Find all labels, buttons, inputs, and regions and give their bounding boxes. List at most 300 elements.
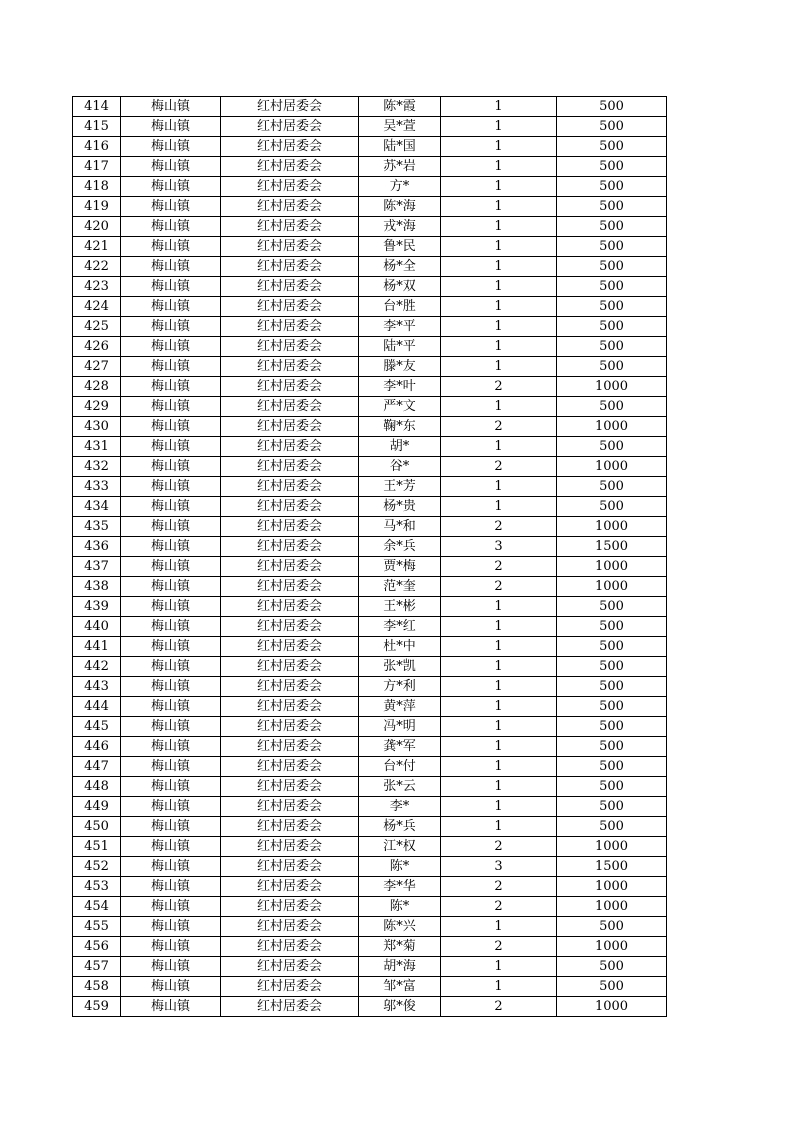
cell-index: 434 xyxy=(73,497,121,517)
cell-name: 陈*兴 xyxy=(359,917,441,937)
cell-index: 443 xyxy=(73,677,121,697)
cell-name: 江*权 xyxy=(359,837,441,857)
cell-amount: 500 xyxy=(557,677,667,697)
cell-name: 陈*海 xyxy=(359,197,441,217)
cell-count: 2 xyxy=(441,417,557,437)
cell-index: 419 xyxy=(73,197,121,217)
cell-amount: 500 xyxy=(557,977,667,997)
cell-index: 431 xyxy=(73,437,121,457)
cell-amount: 500 xyxy=(557,397,667,417)
cell-town: 梅山镇 xyxy=(121,937,221,957)
cell-index: 455 xyxy=(73,917,121,937)
cell-index: 415 xyxy=(73,117,121,137)
cell-name: 胡* xyxy=(359,437,441,457)
cell-town: 梅山镇 xyxy=(121,717,221,737)
cell-count: 1 xyxy=(441,297,557,317)
cell-count: 2 xyxy=(441,837,557,857)
cell-name: 邹*富 xyxy=(359,977,441,997)
cell-count: 2 xyxy=(441,377,557,397)
cell-name: 台*付 xyxy=(359,757,441,777)
cell-town: 梅山镇 xyxy=(121,917,221,937)
cell-count: 1 xyxy=(441,777,557,797)
cell-index: 417 xyxy=(73,157,121,177)
cell-amount: 500 xyxy=(557,357,667,377)
cell-index: 454 xyxy=(73,897,121,917)
cell-committee: 红村居委会 xyxy=(221,917,359,937)
table-row xyxy=(73,337,667,357)
table-row xyxy=(73,177,667,197)
cell-committee: 红村居委会 xyxy=(221,897,359,917)
cell-index: 458 xyxy=(73,977,121,997)
cell-index: 422 xyxy=(73,257,121,277)
cell-committee: 红村居委会 xyxy=(221,297,359,317)
table-row xyxy=(73,457,667,477)
cell-town: 梅山镇 xyxy=(121,817,221,837)
cell-town: 梅山镇 xyxy=(121,397,221,417)
cell-town: 梅山镇 xyxy=(121,617,221,637)
cell-committee: 红村居委会 xyxy=(221,997,359,1017)
cell-name: 戎*海 xyxy=(359,217,441,237)
table-row xyxy=(73,197,667,217)
cell-name: 杨*全 xyxy=(359,257,441,277)
cell-name: 贾*梅 xyxy=(359,557,441,577)
cell-town: 梅山镇 xyxy=(121,217,221,237)
cell-amount: 1000 xyxy=(557,557,667,577)
cell-count: 1 xyxy=(441,337,557,357)
cell-committee: 红村居委会 xyxy=(221,537,359,557)
cell-committee: 红村居委会 xyxy=(221,557,359,577)
cell-town: 梅山镇 xyxy=(121,137,221,157)
cell-amount: 1000 xyxy=(557,837,667,857)
cell-town: 梅山镇 xyxy=(121,377,221,397)
cell-town: 梅山镇 xyxy=(121,777,221,797)
cell-name: 陈*霞 xyxy=(359,97,441,117)
cell-town: 梅山镇 xyxy=(121,637,221,657)
cell-committee: 红村居委会 xyxy=(221,577,359,597)
cell-town: 梅山镇 xyxy=(121,357,221,377)
cell-amount: 500 xyxy=(557,317,667,337)
cell-count: 1 xyxy=(441,677,557,697)
cell-count: 1 xyxy=(441,737,557,757)
cell-count: 2 xyxy=(441,937,557,957)
table-row xyxy=(73,437,667,457)
cell-committee: 红村居委会 xyxy=(221,957,359,977)
table-row xyxy=(73,777,667,797)
table-row xyxy=(73,757,667,777)
cell-count: 2 xyxy=(441,897,557,917)
cell-count: 2 xyxy=(441,517,557,537)
cell-amount: 1000 xyxy=(557,937,667,957)
table-row xyxy=(73,297,667,317)
cell-name: 台*胜 xyxy=(359,297,441,317)
cell-index: 439 xyxy=(73,597,121,617)
cell-committee: 红村居委会 xyxy=(221,877,359,897)
cell-count: 1 xyxy=(441,437,557,457)
cell-town: 梅山镇 xyxy=(121,657,221,677)
cell-amount: 1500 xyxy=(557,537,667,557)
cell-committee: 红村居委会 xyxy=(221,677,359,697)
cell-name: 李*平 xyxy=(359,317,441,337)
cell-amount: 500 xyxy=(557,477,667,497)
cell-count: 1 xyxy=(441,477,557,497)
cell-index: 428 xyxy=(73,377,121,397)
cell-town: 梅山镇 xyxy=(121,337,221,357)
cell-town: 梅山镇 xyxy=(121,797,221,817)
table-row xyxy=(73,937,667,957)
cell-count: 1 xyxy=(441,717,557,737)
cell-committee: 红村居委会 xyxy=(221,697,359,717)
subsidy-table xyxy=(72,96,667,1017)
cell-amount: 500 xyxy=(557,617,667,637)
cell-amount: 1000 xyxy=(557,577,667,597)
cell-committee: 红村居委会 xyxy=(221,777,359,797)
cell-name: 严*文 xyxy=(359,397,441,417)
table-row xyxy=(73,117,667,137)
cell-town: 梅山镇 xyxy=(121,677,221,697)
cell-committee: 红村居委会 xyxy=(221,277,359,297)
cell-name: 杨*贵 xyxy=(359,497,441,517)
cell-index: 435 xyxy=(73,517,121,537)
table-row xyxy=(73,697,667,717)
cell-name: 王*彬 xyxy=(359,597,441,617)
cell-index: 437 xyxy=(73,557,121,577)
table-row xyxy=(73,677,667,697)
cell-town: 梅山镇 xyxy=(121,877,221,897)
cell-index: 448 xyxy=(73,777,121,797)
cell-town: 梅山镇 xyxy=(121,517,221,537)
table-row xyxy=(73,877,667,897)
cell-count: 1 xyxy=(441,277,557,297)
cell-count: 1 xyxy=(441,397,557,417)
cell-town: 梅山镇 xyxy=(121,697,221,717)
cell-index: 414 xyxy=(73,97,121,117)
cell-committee: 红村居委会 xyxy=(221,757,359,777)
cell-town: 梅山镇 xyxy=(121,857,221,877)
cell-committee: 红村居委会 xyxy=(221,497,359,517)
cell-name: 冯*明 xyxy=(359,717,441,737)
cell-index: 426 xyxy=(73,337,121,357)
cell-name: 鲁*民 xyxy=(359,237,441,257)
cell-amount: 500 xyxy=(557,777,667,797)
cell-count: 1 xyxy=(441,117,557,137)
cell-amount: 1500 xyxy=(557,857,667,877)
cell-town: 梅山镇 xyxy=(121,297,221,317)
cell-index: 451 xyxy=(73,837,121,857)
cell-name: 滕*友 xyxy=(359,357,441,377)
cell-committee: 红村居委会 xyxy=(221,977,359,997)
cell-count: 1 xyxy=(441,917,557,937)
table-row xyxy=(73,257,667,277)
cell-town: 梅山镇 xyxy=(121,577,221,597)
cell-name: 龚*军 xyxy=(359,737,441,757)
cell-town: 梅山镇 xyxy=(121,757,221,777)
cell-committee: 红村居委会 xyxy=(221,457,359,477)
cell-name: 杨*兵 xyxy=(359,817,441,837)
cell-town: 梅山镇 xyxy=(121,957,221,977)
cell-town: 梅山镇 xyxy=(121,277,221,297)
cell-committee: 红村居委会 xyxy=(221,437,359,457)
cell-town: 梅山镇 xyxy=(121,737,221,757)
cell-count: 1 xyxy=(441,657,557,677)
cell-amount: 500 xyxy=(557,757,667,777)
cell-index: 457 xyxy=(73,957,121,977)
cell-count: 1 xyxy=(441,497,557,517)
cell-amount: 500 xyxy=(557,257,667,277)
cell-committee: 红村居委会 xyxy=(221,597,359,617)
cell-index: 442 xyxy=(73,657,121,677)
cell-committee: 红村居委会 xyxy=(221,937,359,957)
cell-committee: 红村居委会 xyxy=(221,637,359,657)
cell-amount: 500 xyxy=(557,277,667,297)
cell-count: 1 xyxy=(441,217,557,237)
table-row xyxy=(73,277,667,297)
cell-count: 2 xyxy=(441,457,557,477)
cell-committee: 红村居委会 xyxy=(221,517,359,537)
table-row xyxy=(73,957,667,977)
cell-committee: 红村居委会 xyxy=(221,317,359,337)
table-row xyxy=(73,857,667,877)
cell-count: 1 xyxy=(441,97,557,117)
cell-count: 1 xyxy=(441,697,557,717)
cell-index: 438 xyxy=(73,577,121,597)
cell-count: 1 xyxy=(441,757,557,777)
cell-town: 梅山镇 xyxy=(121,257,221,277)
table-row xyxy=(73,717,667,737)
cell-index: 423 xyxy=(73,277,121,297)
cell-committee: 红村居委会 xyxy=(221,177,359,197)
cell-amount: 500 xyxy=(557,737,667,757)
cell-amount: 1000 xyxy=(557,517,667,537)
cell-index: 433 xyxy=(73,477,121,497)
cell-name: 苏*岩 xyxy=(359,157,441,177)
cell-name: 鞠*东 xyxy=(359,417,441,437)
cell-index: 436 xyxy=(73,537,121,557)
table-row xyxy=(73,497,667,517)
cell-amount: 500 xyxy=(557,157,667,177)
cell-amount: 500 xyxy=(557,957,667,977)
cell-name: 张*凯 xyxy=(359,657,441,677)
cell-amount: 500 xyxy=(557,657,667,677)
table-row xyxy=(73,617,667,637)
cell-name: 张*云 xyxy=(359,777,441,797)
cell-committee: 红村居委会 xyxy=(221,217,359,237)
cell-amount: 500 xyxy=(557,97,667,117)
cell-count: 2 xyxy=(441,557,557,577)
table-row xyxy=(73,597,667,617)
cell-count: 1 xyxy=(441,617,557,637)
cell-committee: 红村居委会 xyxy=(221,857,359,877)
cell-index: 440 xyxy=(73,617,121,637)
table-row xyxy=(73,517,667,537)
cell-index: 429 xyxy=(73,397,121,417)
cell-town: 梅山镇 xyxy=(121,177,221,197)
cell-name: 李*红 xyxy=(359,617,441,637)
cell-town: 梅山镇 xyxy=(121,317,221,337)
cell-count: 3 xyxy=(441,857,557,877)
cell-count: 1 xyxy=(441,257,557,277)
cell-town: 梅山镇 xyxy=(121,597,221,617)
cell-town: 梅山镇 xyxy=(121,97,221,117)
table-row xyxy=(73,317,667,337)
cell-count: 1 xyxy=(441,197,557,217)
cell-amount: 500 xyxy=(557,797,667,817)
cell-index: 441 xyxy=(73,637,121,657)
cell-name: 李*叶 xyxy=(359,377,441,397)
cell-committee: 红村居委会 xyxy=(221,377,359,397)
cell-amount: 500 xyxy=(557,197,667,217)
cell-town: 梅山镇 xyxy=(121,977,221,997)
cell-count: 2 xyxy=(441,877,557,897)
table-row xyxy=(73,657,667,677)
cell-amount: 500 xyxy=(557,237,667,257)
cell-amount: 500 xyxy=(557,637,667,657)
cell-committee: 红村居委会 xyxy=(221,737,359,757)
cell-amount: 500 xyxy=(557,697,667,717)
cell-index: 430 xyxy=(73,417,121,437)
cell-count: 1 xyxy=(441,797,557,817)
cell-amount: 500 xyxy=(557,917,667,937)
cell-count: 2 xyxy=(441,997,557,1017)
table-row xyxy=(73,837,667,857)
cell-index: 425 xyxy=(73,317,121,337)
cell-index: 424 xyxy=(73,297,121,317)
cell-town: 梅山镇 xyxy=(121,997,221,1017)
table-row xyxy=(73,817,667,837)
cell-town: 梅山镇 xyxy=(121,477,221,497)
table-row xyxy=(73,977,667,997)
cell-name: 陆*平 xyxy=(359,337,441,357)
table-row xyxy=(73,797,667,817)
cell-amount: 1000 xyxy=(557,457,667,477)
table-row xyxy=(73,217,667,237)
cell-index: 432 xyxy=(73,457,121,477)
cell-count: 1 xyxy=(441,957,557,977)
cell-name: 胡*海 xyxy=(359,957,441,977)
cell-name: 杨*双 xyxy=(359,277,441,297)
cell-committee: 红村居委会 xyxy=(221,797,359,817)
cell-count: 1 xyxy=(441,317,557,337)
table-row xyxy=(73,997,667,1017)
cell-name: 方*利 xyxy=(359,677,441,697)
cell-amount: 1000 xyxy=(557,877,667,897)
cell-index: 453 xyxy=(73,877,121,897)
cell-name: 方* xyxy=(359,177,441,197)
table-row xyxy=(73,237,667,257)
cell-name: 范*奎 xyxy=(359,577,441,597)
table-row xyxy=(73,537,667,557)
cell-count: 1 xyxy=(441,817,557,837)
cell-committee: 红村居委会 xyxy=(221,157,359,177)
cell-name: 陆*国 xyxy=(359,137,441,157)
cell-name: 余*兵 xyxy=(359,537,441,557)
cell-index: 421 xyxy=(73,237,121,257)
table-row xyxy=(73,417,667,437)
cell-amount: 500 xyxy=(557,437,667,457)
cell-count: 1 xyxy=(441,357,557,377)
table-row xyxy=(73,897,667,917)
cell-amount: 500 xyxy=(557,597,667,617)
cell-index: 456 xyxy=(73,937,121,957)
cell-town: 梅山镇 xyxy=(121,197,221,217)
cell-town: 梅山镇 xyxy=(121,457,221,477)
cell-town: 梅山镇 xyxy=(121,157,221,177)
cell-name: 李* xyxy=(359,797,441,817)
cell-amount: 1000 xyxy=(557,997,667,1017)
cell-count: 1 xyxy=(441,157,557,177)
cell-name: 谷* xyxy=(359,457,441,477)
cell-index: 444 xyxy=(73,697,121,717)
cell-amount: 500 xyxy=(557,497,667,517)
table-row xyxy=(73,737,667,757)
cell-committee: 红村居委会 xyxy=(221,477,359,497)
cell-amount: 500 xyxy=(557,117,667,137)
cell-index: 420 xyxy=(73,217,121,237)
table-row xyxy=(73,357,667,377)
cell-committee: 红村居委会 xyxy=(221,817,359,837)
cell-amount: 500 xyxy=(557,717,667,737)
cell-amount: 500 xyxy=(557,177,667,197)
cell-name: 黄*萍 xyxy=(359,697,441,717)
cell-committee: 红村居委会 xyxy=(221,117,359,137)
cell-amount: 500 xyxy=(557,137,667,157)
cell-committee: 红村居委会 xyxy=(221,357,359,377)
table-row xyxy=(73,577,667,597)
table-row xyxy=(73,917,667,937)
cell-index: 459 xyxy=(73,997,121,1017)
cell-committee: 红村居委会 xyxy=(221,137,359,157)
cell-name: 吴*萱 xyxy=(359,117,441,137)
cell-town: 梅山镇 xyxy=(121,837,221,857)
table-row xyxy=(73,557,667,577)
table-row xyxy=(73,377,667,397)
cell-town: 梅山镇 xyxy=(121,437,221,457)
cell-amount: 1000 xyxy=(557,417,667,437)
cell-amount: 500 xyxy=(557,337,667,357)
cell-count: 1 xyxy=(441,137,557,157)
cell-name: 陈* xyxy=(359,897,441,917)
cell-index: 449 xyxy=(73,797,121,817)
cell-name: 李*华 xyxy=(359,877,441,897)
cell-amount: 1000 xyxy=(557,377,667,397)
cell-committee: 红村居委会 xyxy=(221,837,359,857)
cell-index: 427 xyxy=(73,357,121,377)
table-row xyxy=(73,637,667,657)
table-row xyxy=(73,137,667,157)
cell-town: 梅山镇 xyxy=(121,497,221,517)
table-body xyxy=(73,97,667,1017)
cell-committee: 红村居委会 xyxy=(221,397,359,417)
cell-town: 梅山镇 xyxy=(121,537,221,557)
cell-index: 418 xyxy=(73,177,121,197)
cell-name: 陈* xyxy=(359,857,441,877)
cell-index: 445 xyxy=(73,717,121,737)
cell-committee: 红村居委会 xyxy=(221,97,359,117)
cell-count: 1 xyxy=(441,637,557,657)
cell-name: 邬*俊 xyxy=(359,997,441,1017)
cell-name: 杜*中 xyxy=(359,637,441,657)
cell-count: 1 xyxy=(441,177,557,197)
cell-committee: 红村居委会 xyxy=(221,237,359,257)
cell-town: 梅山镇 xyxy=(121,557,221,577)
cell-index: 452 xyxy=(73,857,121,877)
cell-committee: 红村居委会 xyxy=(221,717,359,737)
cell-committee: 红村居委会 xyxy=(221,657,359,677)
cell-index: 447 xyxy=(73,757,121,777)
table-row xyxy=(73,477,667,497)
cell-index: 416 xyxy=(73,137,121,157)
table-row xyxy=(73,97,667,117)
cell-amount: 500 xyxy=(557,217,667,237)
